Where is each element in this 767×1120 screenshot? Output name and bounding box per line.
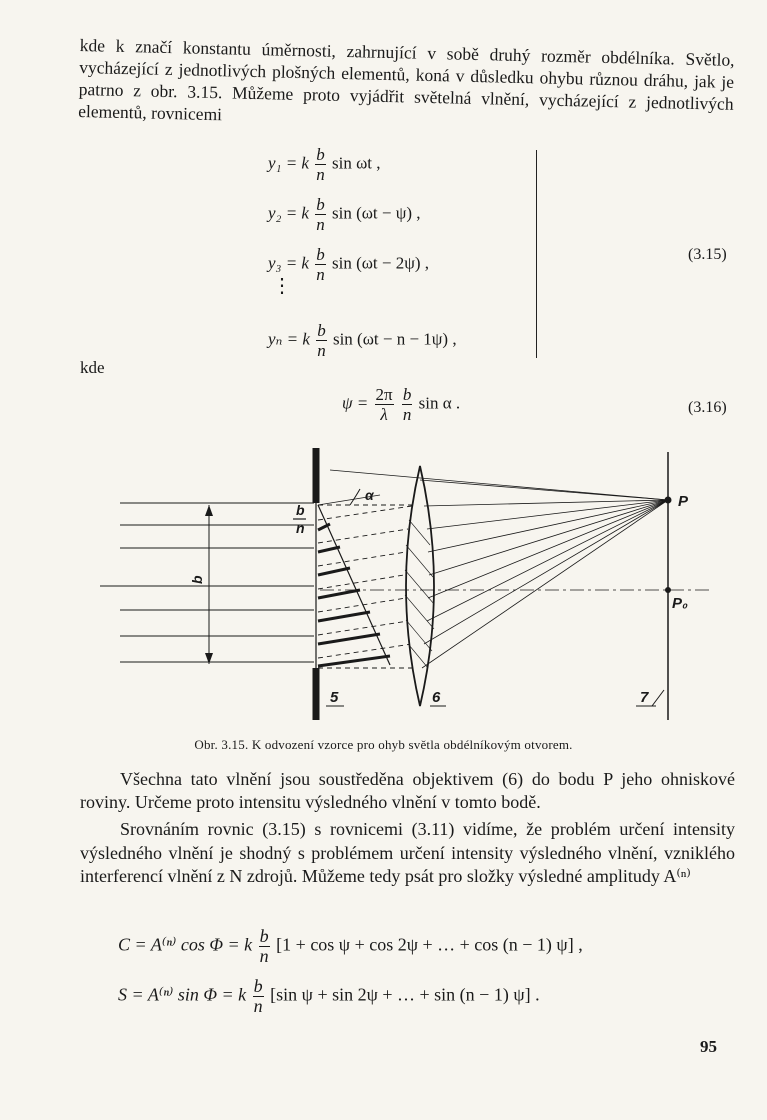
label-6: 6 bbox=[432, 689, 441, 706]
equation-316: ψ = $\frac{2\pi}{\lambda}$ $\frac{b}{n}$ sin α . bbox=[342, 385, 461, 424]
equation-vdots: ⋮ bbox=[272, 275, 292, 297]
label-P0: P₀ bbox=[672, 595, 688, 612]
label-b: b bbox=[189, 575, 205, 584]
equation-number-316: (3.16) bbox=[688, 399, 727, 416]
word-kde: kde bbox=[80, 358, 105, 377]
equation-C: C = A⁽ⁿ⁾ cos Φ = k $\frac{b}{n}$ [1 + cos ψ + cos 2ψ + … + cos (n − 1) ψ] , bbox=[118, 926, 583, 966]
equation-yn: yₙ = k $\frac{b}{n}$ sin (ωt − n − 1ψ) , bbox=[268, 321, 457, 360]
equation-number-315: (3.15) bbox=[688, 246, 727, 263]
label-b-over-n-num: b bbox=[296, 502, 305, 518]
equation-y2: y₂ = k $\frac{b}{n}$ sin (ωt − ψ) , bbox=[268, 195, 421, 234]
point-P bbox=[665, 497, 672, 504]
figure-caption: Obr. 3.15. K odvození vzorce pro ohyb světla obdélníkovým otvorem. bbox=[194, 737, 573, 752]
label-5: 5 bbox=[330, 689, 339, 706]
paragraph-3: Srovnáním rovnic (3.15) s rovnicemi (3.11) vidíme, že problém určení intensity výsledného vlnění je shodný s problémem určení intensity výsledného vlnění, vzniklého interferencí vlnění z N zdrojů. Můžeme tedy psát pro složky výsledné amplitudy A⁽ⁿ⁾ bbox=[80, 819, 735, 886]
label-P: P bbox=[678, 493, 689, 510]
paragraph-2: Všechna tato vlnění jsou soustředěna objektivem (6) do bodu P jeho ohniskové roviny. Určeme proto intensitu výsledného vlnění v tomto bodě. bbox=[80, 769, 735, 812]
label-7: 7 bbox=[640, 689, 649, 706]
label-b-over-n-den: n bbox=[296, 520, 305, 536]
equation-S: S = A⁽ⁿ⁾ sin Φ = k $\frac{b}{n}$ [sin ψ + sin 2ψ + … + sin (n − 1) ψ] . bbox=[118, 976, 540, 1016]
equation-y1: y₁ = k $\frac{b}{n}$ sin ωt , bbox=[268, 145, 381, 184]
label-alpha: α bbox=[365, 487, 374, 503]
point-P0 bbox=[665, 587, 671, 593]
paragraph-top: kde k značí konstantu úměrnosti, zahrnující v sobě druhý rozměr obdélníka. Světlo, vycházející z jednotlivých plošných elementů, koná v důsledku ohybu různou dráhu, jak je patrno z obr. 3.15. Můžeme proto vyjádřit světelná vlnění, vycházející z jednotlivých elementů, rovnicemi bbox=[78, 34, 735, 125]
equation-y3: y₃ = k $\frac{b}{n}$ sin (ωt − 2ψ) , bbox=[268, 245, 430, 284]
page-number: 95 bbox=[700, 1037, 717, 1056]
